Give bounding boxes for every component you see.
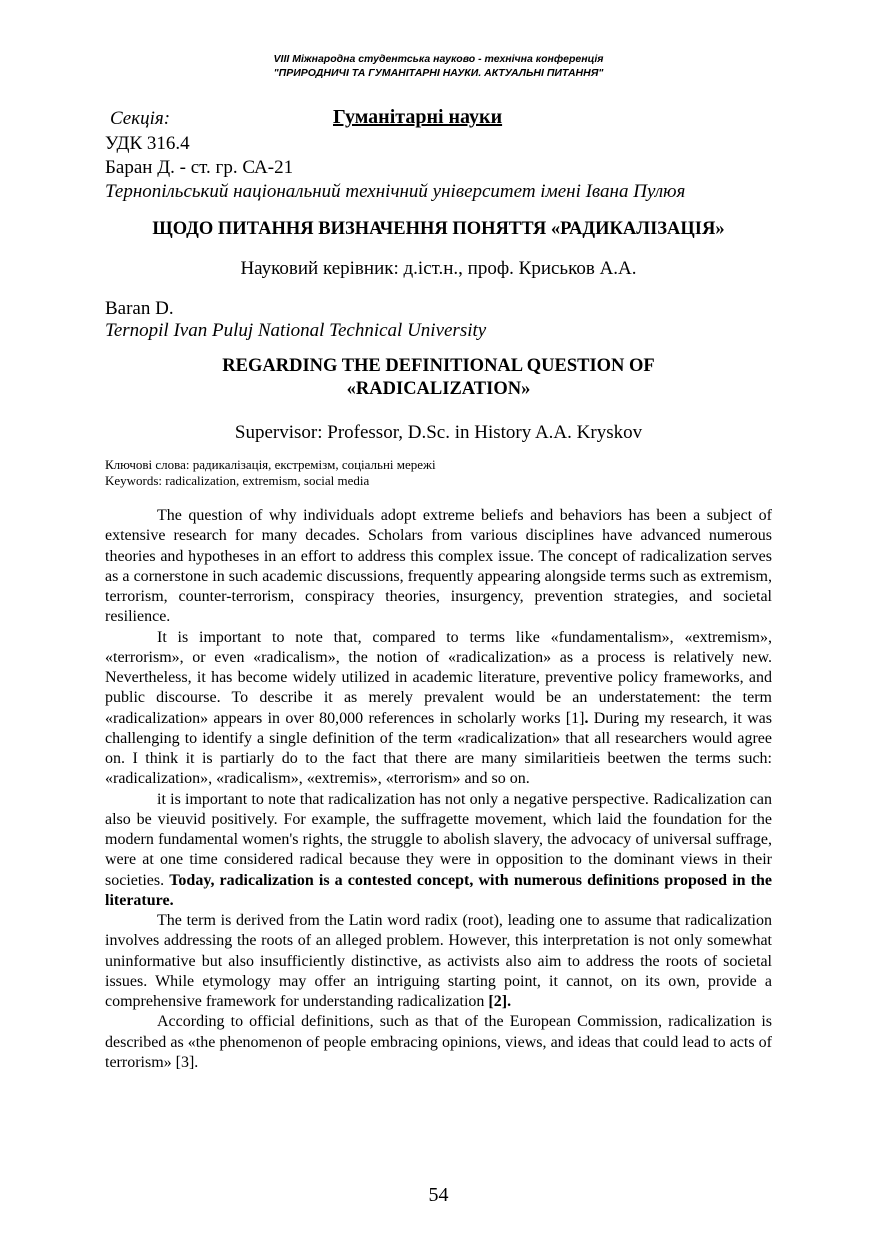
- conference-header-line2: "ПРИРОДНИЧІ ТА ГУМАНІТАРНІ НАУКИ. АКТУАЛЬНІ ПИТАННЯ": [273, 67, 604, 79]
- udk-code: УДК 316.4: [105, 133, 190, 154]
- page-number: 54: [428, 1184, 449, 1206]
- author-uk: Баран Д. - ст. гр. СА-21: [105, 157, 294, 178]
- paragraph-3: [105, 790, 772, 912]
- paragraph-4: [105, 911, 772, 1012]
- keywords-en: Keywords: radicalization, extremism, social media: [105, 473, 370, 488]
- paragraph-2-part-2: During my research, it was challenging to identify a single definition of the term «radicalization» that all researchers would agree on. I think it is partiarly do to the fact that there are many similaritieis beetwen the terms such: «radicalization», «radicalism», «extremis», «terrorism» and so on.: [105, 709, 772, 788]
- keywords-uk: Ключові слова: радикалізація, екстремізм, соціальні мережі: [105, 457, 436, 472]
- paragraph-4-citation: [2].: [488, 993, 512, 1010]
- paragraph-5: According to official definitions, such as that of the European Commission, radicalization is described as «the phenomenon of people embracing opinions, views, and ideas that could lead to acts of terrorism» [3].: [105, 1013, 772, 1071]
- affiliation-en: Ternopil Ivan Puluj National Technical University: [105, 320, 487, 341]
- paragraph-2-period: .: [584, 709, 589, 727]
- supervisor-uk: Науковий керівник: д.іст.н., проф. Криськов А.А.: [240, 258, 637, 279]
- affiliation-uk: Тернопільський національний технічний університет імені Івана Пулюя: [105, 181, 686, 202]
- conference-header: [0, 52, 877, 80]
- paragraph-3-bold: Today, radicalization is a contested concept, with numerous definitions proposed in the literature.: [105, 871, 772, 909]
- title-en-line2: «RADICALIZATION»: [346, 379, 531, 399]
- title-en-line1: REGARDING THE DEFINITIONAL QUESTION OF: [222, 356, 655, 376]
- section-label: Секція:: [110, 108, 171, 129]
- paragraph-2: [105, 628, 772, 790]
- body-text: [105, 506, 772, 1073]
- author-en: Baran D.: [105, 298, 174, 319]
- section-value: Гуманітарні науки: [333, 106, 503, 128]
- title-uk: ЩОДО ПИТАННЯ ВИЗНАЧЕННЯ ПОНЯТТЯ «РАДИКАЛІЗАЦІЯ»: [152, 219, 725, 239]
- paragraph-3-part-1: it is important to note that radicalization has not only a negative perspective. Radicalization can also be vieuvid positively. For example, the suffragette movement, which laid the foundation for the modern fundamental women's rights, the struggle to abolish slavery, the advocacy of universal suffrage, were at one time considered radical because they were in opposition to the dominant views in their societies.: [105, 790, 772, 889]
- paragraph-4-part-1: The term is derived from the Latin word radix (root), leading one to assume that radicalization involves addressing the roots of an alleged problem. However, this interpretation is not only somewhat uninformative but also insufficiently distinctive, as activists also aim to address the roots of societal issues. While etymology may offer an intriguing starting point, it cannot, on its own, provide a comprehensive framework for understanding radicalization: [105, 912, 772, 1010]
- paragraph-1: The question of why individuals adopt extreme beliefs and behaviors has been a subject of extensive research for many decades. Scholars from various disciplines have advanced numerous theories and hypotheses in an effort to address this complex issue. The concept of radicalization serves as a cornerstone in such academic discussions, frequently appearing alongside terms such as extremism, terrorism, counter-terrorism, conspiracy theories, insurgency, prevention strategies, and societal resilience.: [105, 507, 772, 626]
- paragraph-2-part-1: It is important to note that, compared to terms like «fundamentalism», «extremism», «terrorism», or even «radicalism», the notion of «radicalization» as a process is relatively new. Nevertheless, it has become widely utilized in academic literature, preventive policy frameworks, and public discourse. To describe it as merely prevalent would be an understatement: the term «radicalization» appears in over 80,000 references in scholarly works [1]: [105, 628, 772, 727]
- title-en: [105, 355, 772, 401]
- supervisor-en: Supervisor: Professor, D.Sc. in History A.A. Kryskov: [234, 422, 643, 443]
- conference-header-line1: VIII Міжнародна студентська науково - технічна конференція: [273, 53, 604, 65]
